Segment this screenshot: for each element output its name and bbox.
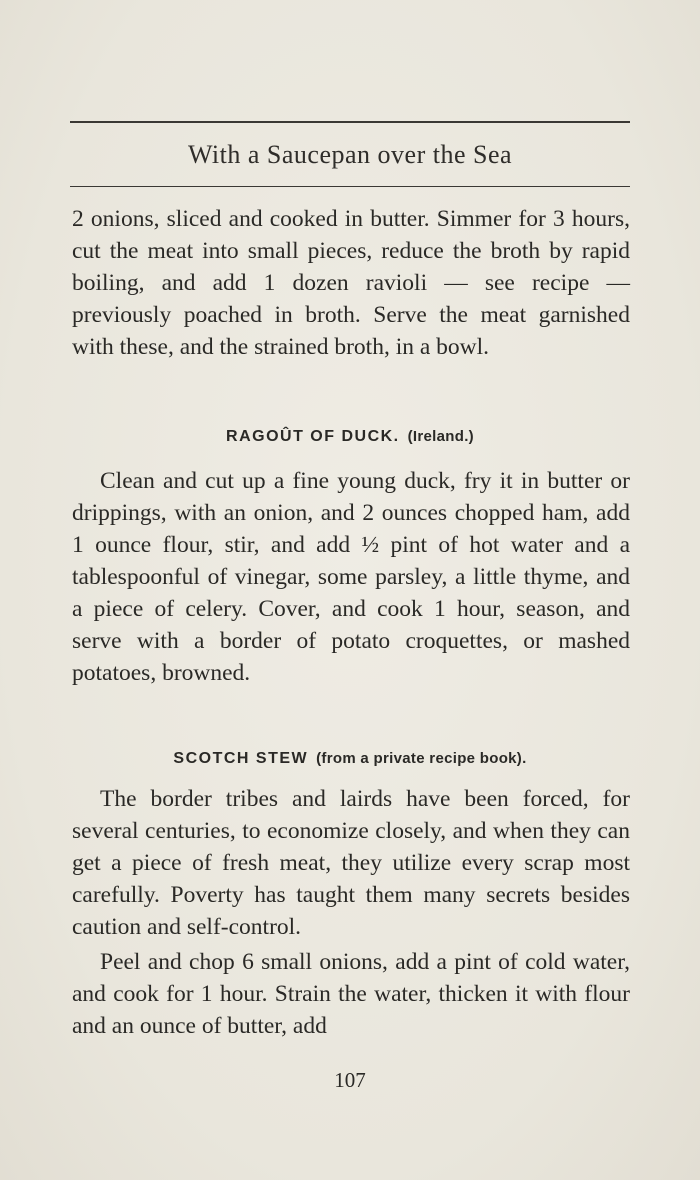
continued-paragraph [72,203,630,363]
heading-note: (from a private recipe book). [316,750,527,767]
heading-title: RAGOÛT OF DUCK. [226,428,400,445]
paragraph-text: The border tribes and lairds have been forced, for several centuries, to economize closely, and when they can get a piece of fresh meat, they utilize every scrap most carefully. Poverty has taught them many secrets besides caution and self-control. [72,786,630,940]
heading-note: (Ireland.) [407,428,474,445]
section-heading-scotch-stew [70,750,630,768]
ragout-paragraph [72,465,630,689]
page-number: 107 [334,1068,366,1092]
header-rule-top [70,121,630,123]
paragraph-text: Peel and chop 6 small onions, add a pint of cold water, and cook for 1 hour. Strain the water, thicken it with flour and an ounce of butter, add [72,949,630,1039]
paragraph-text: Clean and cut up a fine young duck, fry it in butter or drippings, with an onion, and 2 ounces chopped ham, add 1 ounce flour, stir, and add ½ pint of hot water and a tablespoonful of vinegar, some parsley, a little thyme, and a piece of celery. Cover, and cook 1 hour, season, and serve with a border of potato croquettes, or mashed potatoes, browned. [72,468,630,686]
section-heading-ragout [70,428,630,446]
heading-title: SCOTCH STEW [173,750,309,767]
scotch-stew-paragraphs [72,783,630,1042]
paragraph-text: 2 onions, sliced and cooked in butter. Simmer for 3 hours, cut the meat into small pieces, reduce the broth by rapid boiling, and add 1 dozen ravioli — see recipe — previously poached in broth. Serve the meat garnished with these, and the strained broth, in a bowl. [72,206,630,360]
header-rule-bottom [70,186,630,187]
running-head: With a Saucepan over the Sea [187,140,513,169]
